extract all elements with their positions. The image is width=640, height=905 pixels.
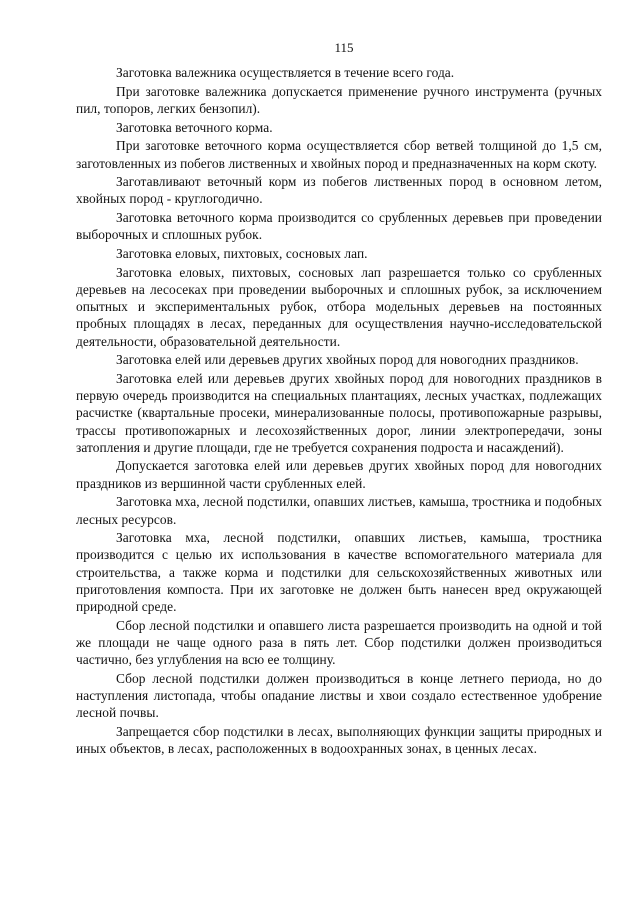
paragraph: Заготовка мха, лесной подстилки, опавших листьев, камыша, тростника производится с целью их использования в качестве вспомогательного материала для строительства, а также корма и подстилки для сельскохозяйственных животных или приготовления компоста. При их заготовке не должен быть нанесен вред окружающей природной среде. xyxy=(76,530,602,615)
body-text xyxy=(76,64,602,757)
paragraph: Заготавливают веточный корм из побегов лиственных пород в основном летом, хвойных пород - круглогодично. xyxy=(76,174,602,207)
paragraph: При заготовке валежника допускается применение ручного инструмента (ручных пил, топоров, легких бензопил). xyxy=(76,83,602,116)
paragraph: Допускается заготовка елей или деревьев других хвойных пород для новогодних праздников из вершинной части срубленных елей. xyxy=(76,458,602,491)
paragraph: Сбор лесной подстилки и опавшего листа разрешается производить на одной и той же площади не чаще одного раза в пять лет. Сбор подстилки должен производиться частично, без углубления на всю ее толщину. xyxy=(76,617,602,668)
section-heading: Заготовка мха, лесной подстилки, опавших листьев, камыша, тростника и подобных лесных ресурсов. xyxy=(76,494,602,527)
paragraph: Запрещается сбор подстилки в лесах, выполняющих функции защиты природных и иных объектов, в лесах, расположенных в водоохранных зонах, в ценных лесах. xyxy=(76,724,602,757)
paragraph: Заготовка веточного корма производится со срубленных деревьев при проведении выборочных и сплошных рубок. xyxy=(76,210,602,243)
paragraph: Заготовка еловых, пихтовых, сосновых лап разрешается только со срубленных деревьев на лесосеках при проведении выборочных и сплошных рубок, за исключением опытных и экспериментальных рубок, отбора модельных деревьев на постоянных пробных площадях в лесах, переданных для осуществления научно-исследовательской деятельности, образовательной деятельности. xyxy=(76,264,602,349)
section-heading: Заготовка еловых, пихтовых, сосновых лап. xyxy=(116,246,368,262)
paragraph: Заготовка валежника осуществляется в течение всего года. xyxy=(116,65,455,80)
paragraph: Сбор лесной подстилки должен производиться в конце летнего периода, но до наступления листопада, чтобы опадание листвы и хвои создало естественное удобрение лесной почвы. xyxy=(76,670,602,721)
page-number: 115 xyxy=(334,40,354,55)
paragraph: Заготовка елей или деревьев других хвойных пород для новогодних праздников в первую очередь производится на специальных плантациях, лесных участках, подлежащих расчистке (квартальные просеки, минерализованные полосы, противопожарные разрывы, трассы противопожарных и лесохозяйственных дорог, линии электропередачи, зоны затопления и другие площади, где не требуется сохранения подроста и насаждений). xyxy=(76,370,602,455)
paragraph: При заготовке веточного корма осуществляется сбор ветвей толщиной до 1,5 см, заготовленных из побегов лиственных и хвойных пород и предназначенных на корм скоту. xyxy=(76,138,602,171)
section-heading: Заготовка елей или деревьев других хвойных пород для новогодних праздников. xyxy=(116,352,579,368)
section-heading: Заготовка веточного корма. xyxy=(116,119,273,135)
